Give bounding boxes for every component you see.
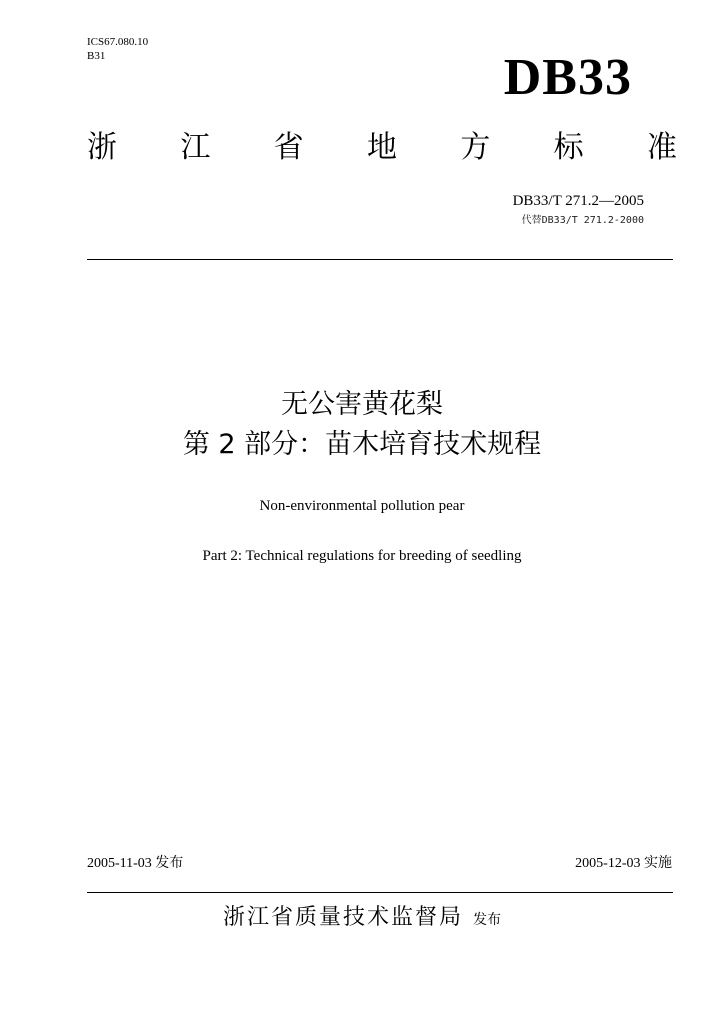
standard-type-char: 浙 — [87, 130, 117, 165]
english-subtitle: Part 2: Technical regulations for breeding of seedling — [202, 548, 522, 564]
class-code: B31 — [87, 50, 106, 62]
document-title: 无公害黄花梨 — [281, 389, 443, 420]
document-subtitle: 第 2 部分：苗木培育技术规程 — [182, 429, 542, 460]
issuer-name: 浙江省质量技术监督局 — [222, 905, 463, 930]
top-divider — [87, 259, 673, 260]
standard-number-block — [513, 192, 644, 228]
issuer-block — [0, 903, 724, 933]
issuer-action: 发布 — [473, 912, 501, 928]
replaces-standard: 代替DB33/T 271.2-2000 — [521, 215, 644, 226]
implementation-date: 2005-12-03 实施 — [575, 856, 672, 871]
standard-number: DB33/T 271.2—2005 — [512, 193, 644, 209]
issue-date: 2005-11-03 发布 — [87, 856, 184, 871]
ics-code: ICS67.080.10 — [87, 36, 149, 48]
standard-type-char: 省 — [273, 130, 304, 165]
standard-type-char: 标 — [553, 130, 584, 165]
standard-type-char: 准 — [646, 130, 677, 165]
standard-type-char: 江 — [180, 130, 211, 165]
bottom-divider — [87, 892, 673, 893]
standard-type-title — [87, 130, 677, 166]
db-code-mark: DB33 — [503, 49, 632, 106]
ics-classification — [87, 35, 148, 63]
standard-type-char: 方 — [460, 130, 491, 165]
standard-type-char: 地 — [366, 130, 397, 165]
english-title: Non-environmental pollution pear — [259, 498, 465, 514]
